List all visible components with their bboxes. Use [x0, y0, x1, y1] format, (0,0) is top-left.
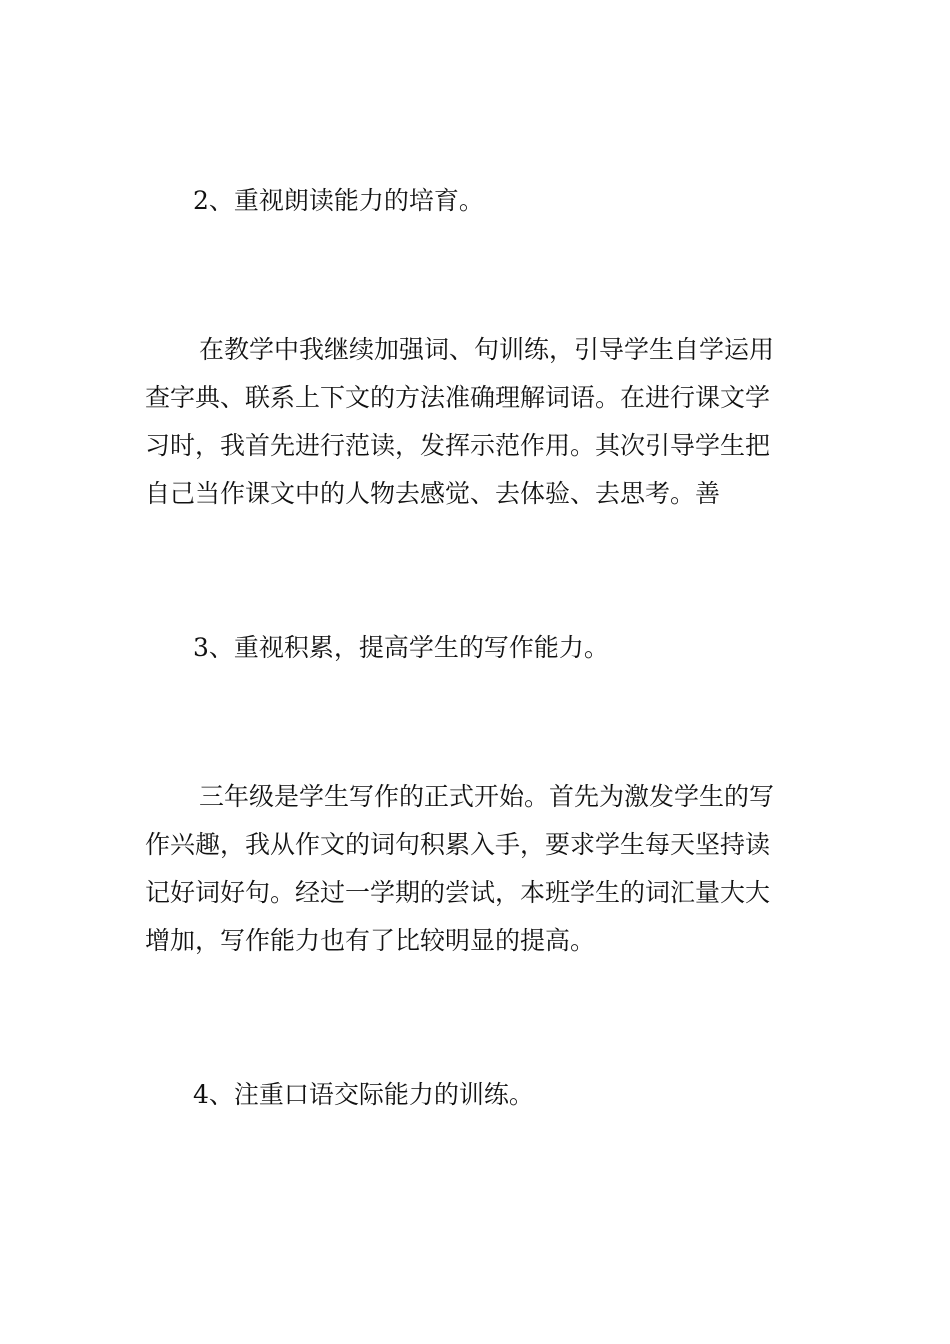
section-paragraph-2 — [145, 326, 807, 518]
paragraph-line: 在教学中我继续加强词、句训练，引导学生自学运用 — [199, 335, 775, 364]
paragraph-line: 作兴趣，我从作文的词句积累入手，要求学生每天坚持读 — [145, 830, 771, 859]
section-heading-2: 2、重视朗读能力的培育。 — [193, 186, 484, 215]
section-heading-4: 4、注重口语交际能力的训练。 — [193, 1080, 534, 1109]
section-paragraph-3 — [145, 773, 807, 965]
paragraph-line: 三年级是学生写作的正式开始。首先为激发学生的写 — [199, 782, 775, 811]
paragraph-line: 增加，写作能力也有了比较明显的提高。 — [145, 926, 596, 955]
paragraph-line: 查字典、联系上下文的方法准确理解词语。在进行课文学 — [145, 383, 771, 412]
paragraph-line: 记好词好句。经过一学期的尝试，本班学生的词汇量大大 — [145, 878, 771, 907]
section-heading-3: 3、重视积累，提高学生的写作能力。 — [193, 633, 609, 662]
paragraph-line: 习时，我首先进行范读，发挥示范作用。其次引导学生把 — [145, 431, 771, 460]
paragraph-line: 自己当作课文中的人物去感觉、去体验、去思考。善 — [145, 479, 721, 508]
